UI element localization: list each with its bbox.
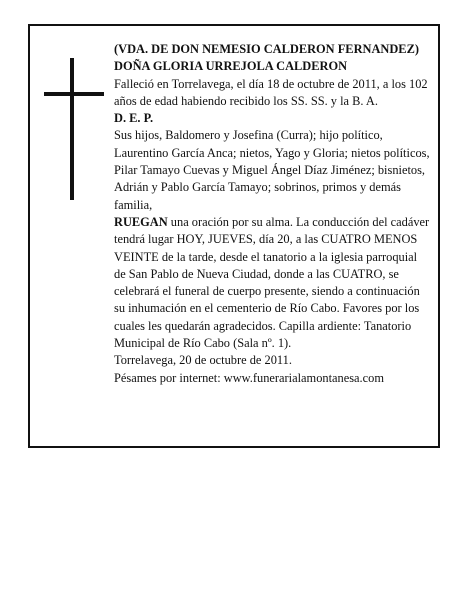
place-date: Torrelavega, 20 de octubre de 2011. — [114, 353, 292, 368]
cross-icon — [70, 58, 74, 200]
family-list: Sus hijos, Baldomero y Josefina (Curra); hijo político, Laurentino García Anca; nietos, Yago y Gloria; nietos políticos, Pilar Tamayo Cuevas y Miguel Ángel Díaz Jiménez; bisnietos, Adrián y Pablo García Tamayo; sobrinos, primos y demás familia, — [114, 128, 430, 212]
deceased-name: DOÑA GLORIA URREJOLA CALDERON — [114, 59, 348, 74]
ruegan-label: RUEGAN — [114, 214, 168, 229]
condolences-web: Pésames por internet: www.funerarialamontanesa.com — [114, 370, 384, 385]
obituary-notice — [28, 24, 440, 448]
widow-of-line: (VDA. DE DON NEMESIO CALDERON FERNANDEZ) — [114, 42, 419, 56]
ceremony-paragraph — [114, 214, 430, 352]
obituary-text — [114, 41, 430, 387]
ceremony-details: una oración por su alma. La conducción del cadáver tendrá lugar HOY, JUEVES, día 20, a las CUATRO MENOS VEINTE de la tarde, desde el tanatorio a la iglesia parroquial de San Pablo de Nueva Ciudad, donde a las CUATRO, se celebrará el funeral de cuerpo presente, siendo a continuación su inhumación en el cementerio de Río Cabo. Favores por los cuales les quedarán agradecidos. Capilla ardiente: Tanatorio Municipal de Río Cabo (Sala nº. 1). — [114, 214, 430, 351]
rip-line: D. E. P. — [114, 111, 154, 126]
death-details: Falleció en Torrelavega, el día 18 de octubre de 2011, a los 102 años de edad habiendo recibido los SS. SS. y la B. A. — [114, 76, 428, 108]
cross-icon-bar — [44, 92, 104, 96]
